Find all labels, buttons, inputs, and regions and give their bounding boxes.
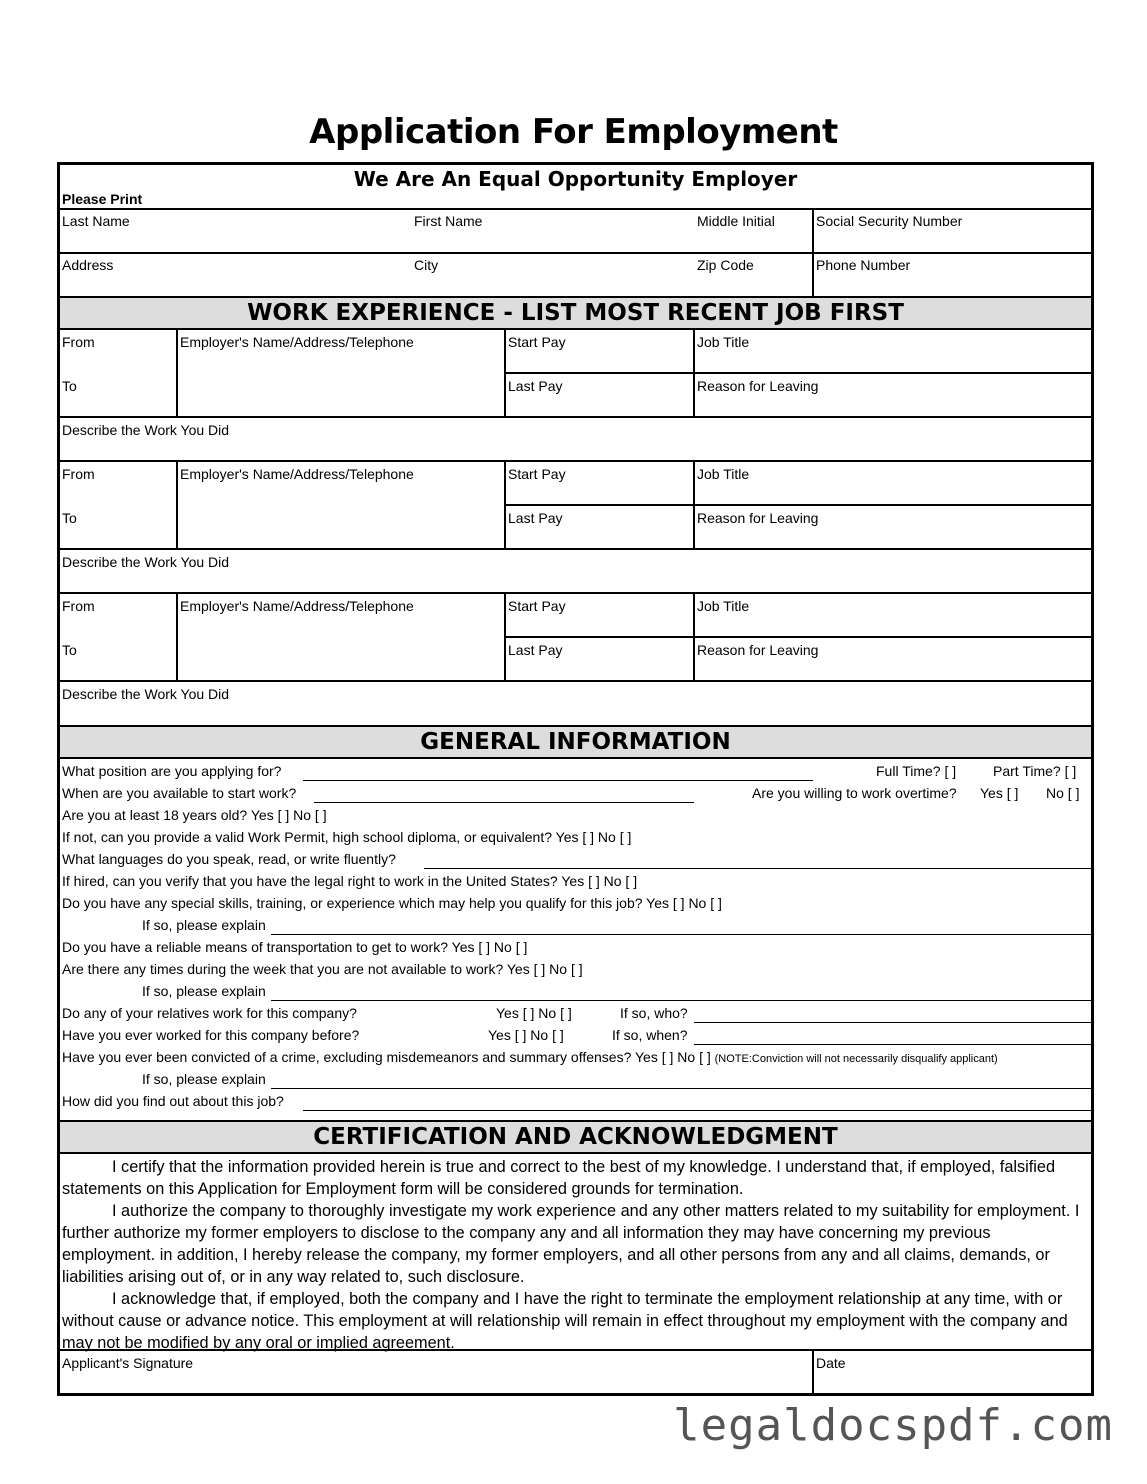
find-job-input[interactable] (303, 1110, 1091, 1111)
job3-describe-field[interactable]: Describe the Work You Did (62, 686, 230, 702)
address-field[interactable]: Address (62, 257, 114, 273)
divider (60, 460, 1091, 462)
availability-times-question[interactable]: Are there any times during the week that you are not available to work? Yes [ ] No [ ] (62, 961, 583, 977)
application-form (57, 162, 1094, 1396)
first-name-field[interactable]: First Name (414, 213, 483, 229)
divider (60, 252, 1091, 254)
certification-paragraph-1: I certify that the information provided herein is true and correct to the best of my knowledge. I understand that, if employed, falsified statements on this Application for Employment form will be considered grounds for termination. (62, 1158, 1056, 1198)
city-field[interactable]: City (414, 257, 439, 273)
overtime-no-checkbox[interactable]: No [ ] (1046, 785, 1080, 801)
divider (60, 1349, 1091, 1351)
signature-field[interactable]: Applicant's Signature (62, 1355, 194, 1371)
job1-reason-field[interactable]: Reason for Leaving (697, 378, 819, 394)
divider (60, 548, 1091, 550)
conviction-explain-input[interactable] (271, 1088, 1091, 1089)
watermark: legaldocspdf.com (673, 1400, 1113, 1451)
job2-to-field[interactable]: To (62, 510, 77, 526)
job3-employer-field[interactable]: Employer's Name/Address/Telephone (180, 598, 414, 614)
overtime-yes-checkbox[interactable]: Yes [ ] (980, 785, 1019, 801)
job2-start-pay-field[interactable]: Start Pay (508, 466, 566, 482)
please-print-label: Please Print (62, 191, 143, 207)
certification-paragraph-2: I authorize the company to thoroughly investigate my work experience and any other matters related to my suitability for employment. I further authorize my former employers to disclose to the company any and all information they may have concerning my previous employment. in addition, I hereby release the company, my former employers, and all other persons from any and all claims, demands, or liabilities arising out of, or in any way related to, such disclosure. (62, 1202, 1080, 1286)
conviction-explain-label: If so, please explain (142, 1071, 266, 1087)
job3-reason-field[interactable]: Reason for Leaving (697, 642, 819, 658)
divider (60, 680, 1091, 682)
available-input[interactable] (314, 802, 694, 803)
divider (504, 504, 1091, 506)
relatives-yes-no[interactable]: Yes [ ] No [ ] (496, 1005, 572, 1021)
position-input[interactable] (303, 780, 813, 781)
relatives-who-label: If so, who? (620, 1005, 688, 1021)
worked-before-question: Have you ever worked for this company before? (62, 1027, 360, 1043)
divider (60, 208, 1091, 210)
job2-employer-field[interactable]: Employer's Name/Address/Telephone (180, 466, 414, 482)
certification-paragraph-3: I acknowledge that, if employed, both the company and I have the right to terminate the employment relationship at any time, with or without cause or advance notice. This employment at will relationship will remain in effect throughout my employment with the company and may not be modified by any oral or implied agreement. (62, 1290, 1068, 1352)
divider (60, 592, 1091, 594)
times-explain-label: If so, please explain (142, 983, 266, 999)
divider (176, 592, 178, 680)
job1-describe-field[interactable]: Describe the Work You Did (62, 422, 230, 438)
job1-employer-field[interactable]: Employer's Name/Address/Telephone (180, 334, 414, 350)
overtime-question: Are you willing to work overtime? (752, 785, 957, 801)
worked-when-label: If so, when? (612, 1027, 688, 1043)
skills-explain-label: If so, please explain (142, 917, 266, 933)
certification-text (62, 1156, 1088, 1354)
page-title: Application For Employment (309, 112, 838, 152)
find-job-question: How did you find out about this job? (62, 1093, 284, 1109)
job3-job-title-field[interactable]: Job Title (697, 598, 750, 614)
conviction-note: (NOTE:Conviction will not necessarily disqualify applicant) (714, 1053, 998, 1065)
ssn-field[interactable]: Social Security Number (816, 213, 963, 229)
job2-reason-field[interactable]: Reason for Leaving (697, 510, 819, 526)
worked-before-yes-no[interactable]: Yes [ ] No [ ] (488, 1027, 564, 1043)
times-explain-input[interactable] (271, 1000, 1091, 1001)
form-subtitle: We Are An Equal Opportunity Employer (353, 167, 798, 191)
age-question[interactable]: Are you at least 18 years old? Yes [ ] No [ ] (62, 807, 327, 823)
general-information-header: GENERAL INFORMATION (60, 725, 1091, 759)
relatives-question: Do any of your relatives work for this company? (62, 1005, 357, 1021)
job2-describe-field[interactable]: Describe the Work You Did (62, 554, 230, 570)
skills-question[interactable]: Do you have any special skills, training, or experience which may help you qualify for this job? Yes [ ] No [ ] (62, 895, 722, 911)
divider (504, 636, 1091, 638)
date-field[interactable]: Date (816, 1355, 846, 1371)
position-question: What position are you applying for? (62, 763, 282, 779)
job1-job-title-field[interactable]: Job Title (697, 334, 750, 350)
job3-last-pay-field[interactable]: Last Pay (508, 642, 563, 658)
conviction-question-text: Have you ever been convicted of a crime, excluding misdemeanors and summary offenses? Yes [ ] No [ ] (62, 1049, 711, 1065)
divider (176, 328, 178, 416)
phone-number-field[interactable]: Phone Number (816, 257, 911, 273)
worked-when-input[interactable] (694, 1044, 1091, 1045)
certification-header: CERTIFICATION AND ACKNOWLEDGMENT (60, 1120, 1091, 1154)
job2-from-field[interactable]: From (62, 466, 95, 482)
divider (176, 460, 178, 548)
legal-right-question[interactable]: If hired, can you verify that you have the legal right to work in the United States? Yes [ ] No [ ] (62, 873, 638, 889)
job1-start-pay-field[interactable]: Start Pay (508, 334, 566, 350)
skills-explain-input[interactable] (271, 934, 1091, 935)
permit-question[interactable]: If not, can you provide a valid Work Permit, high school diploma, or equivalent? Yes [ ] No [ ] (62, 829, 632, 845)
job1-to-field[interactable]: To (62, 378, 77, 394)
transportation-question[interactable]: Do you have a reliable means of transportation to get to work? Yes [ ] No [ ] (62, 939, 528, 955)
part-time-checkbox[interactable]: Part Time? [ ] (993, 763, 1077, 779)
conviction-question[interactable] (62, 1049, 998, 1067)
last-name-field[interactable]: Last Name (62, 213, 130, 229)
job1-from-field[interactable]: From (62, 334, 95, 350)
divider (812, 1349, 814, 1393)
relatives-who-input[interactable] (694, 1022, 1091, 1023)
job1-last-pay-field[interactable]: Last Pay (508, 378, 563, 394)
languages-question: What languages do you speak, read, or write fluently? (62, 851, 396, 867)
available-question: When are you available to start work? (62, 785, 297, 801)
job3-to-field[interactable]: To (62, 642, 77, 658)
zip-code-field[interactable]: Zip Code (697, 257, 754, 273)
languages-input[interactable] (424, 868, 1091, 869)
divider (60, 416, 1091, 418)
work-experience-header: WORK EXPERIENCE - LIST MOST RECENT JOB FIRST (60, 296, 1091, 330)
job2-job-title-field[interactable]: Job Title (697, 466, 750, 482)
divider (504, 372, 1091, 374)
job3-start-pay-field[interactable]: Start Pay (508, 598, 566, 614)
middle-initial-field[interactable]: Middle Initial (697, 213, 775, 229)
job3-from-field[interactable]: From (62, 598, 95, 614)
job2-last-pay-field[interactable]: Last Pay (508, 510, 563, 526)
full-time-checkbox[interactable]: Full Time? [ ] (876, 763, 957, 779)
